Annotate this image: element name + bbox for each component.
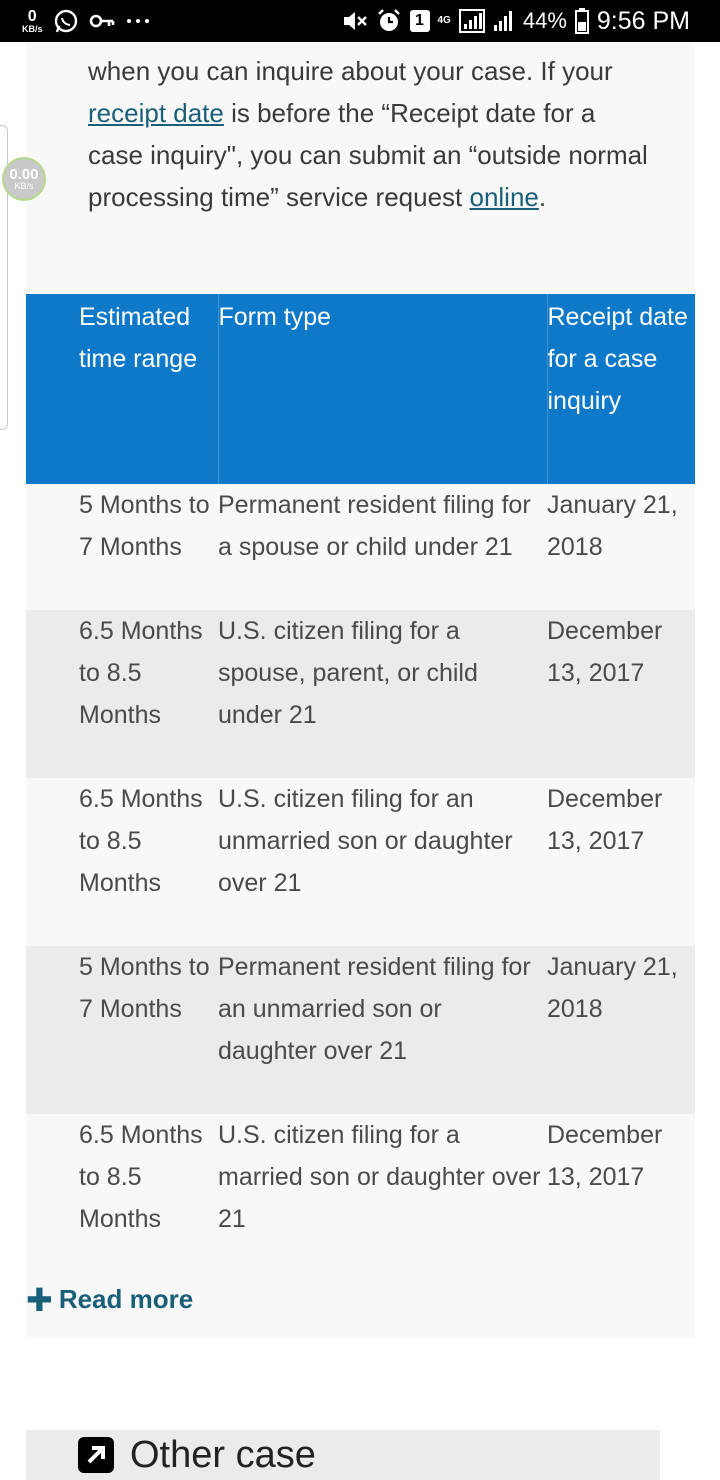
online-link[interactable]: online	[469, 182, 539, 212]
cell-time-range: 6.5 Months to 8.5 Months	[79, 617, 203, 729]
speed-meter-widget[interactable]	[2, 157, 46, 201]
header-estimated-time: Estimated time range	[26, 294, 218, 484]
other-case-label: Other case	[130, 1433, 316, 1476]
page-content	[26, 42, 695, 1337]
notification-count-badge: 1	[410, 10, 430, 32]
more-notifications-icon	[125, 16, 151, 26]
speed-meter-unit: KB/s	[14, 181, 34, 191]
intro-paragraph	[26, 42, 695, 294]
battery-icon	[575, 8, 589, 34]
cell-receipt-date: January 21, 2018	[547, 953, 678, 1023]
cell-receipt-date: December 13, 2017	[547, 785, 663, 855]
intro-text-2: is before the “Receipt date for a case inquiry", you can submit an “outside normal processing time” service request	[88, 98, 648, 212]
cell-form-type: Permanent resident filing for a spouse or child under 21	[218, 491, 531, 561]
status-left	[22, 4, 151, 38]
alarm-icon	[376, 8, 402, 34]
speed-meter-value: 0.00	[9, 166, 39, 183]
cell-time-range: 6.5 Months to 8.5 Months	[79, 785, 203, 897]
header-receipt-date: Receipt date for a case inquiry	[547, 303, 688, 415]
net-speed-value: 0	[27, 7, 37, 25]
cell-receipt-date: January 21, 2018	[547, 491, 678, 561]
receipt-date-link[interactable]: receipt date	[88, 98, 224, 128]
net-speed-indicator	[22, 9, 43, 34]
cell-receipt-date: December 13, 2017	[547, 1121, 663, 1191]
cell-form-type: U.S. citizen filing for a spouse, parent, or child under 21	[218, 617, 478, 729]
table-row	[26, 484, 695, 610]
clock: 9:56 PM	[596, 6, 690, 35]
cell-time-range: 6.5 Months to 8.5 Months	[79, 1121, 203, 1233]
status-bar	[0, 0, 720, 42]
mute-icon	[342, 9, 368, 33]
intro-text-1: when you can inquire about your case. If your	[88, 56, 613, 86]
cell-form-type: U.S. citizen filing for a married son or daughter over 21	[218, 1121, 541, 1233]
table-body	[26, 484, 695, 1282]
table-row	[26, 610, 695, 778]
table-header-row	[26, 294, 695, 484]
plus-icon: ✚	[26, 1281, 53, 1318]
cell-form-type: U.S. citizen filing for an unmarried son or daughter over 21	[218, 785, 513, 897]
read-more-row	[26, 1282, 695, 1337]
cell-time-range: 5 Months to 7 Months	[79, 953, 210, 1023]
status-right	[342, 0, 691, 42]
battery-percent: 44%	[522, 8, 567, 33]
header-form-type: Form type	[218, 294, 547, 484]
intro-text-3: .	[538, 182, 547, 212]
read-more-button[interactable]	[26, 1281, 194, 1318]
network-type-label: 4G	[437, 15, 451, 26]
table-row	[26, 946, 695, 1114]
key-icon	[89, 12, 115, 30]
signal-icon-1	[459, 9, 485, 33]
table-row	[26, 1114, 695, 1282]
cell-form-type: Permanent resident filing for an unmarried son or daughter over 21	[218, 953, 531, 1065]
cell-time-range: 5 Months to 7 Months	[79, 491, 210, 561]
processing-time-table	[26, 294, 695, 1282]
signal-icon-2	[493, 9, 515, 33]
external-link-icon	[78, 1437, 114, 1473]
cell-receipt-date: December 13, 2017	[547, 617, 663, 687]
table-header	[26, 294, 695, 484]
whatsapp-icon	[53, 8, 79, 34]
table-row	[26, 778, 695, 946]
other-case-button[interactable]	[26, 1430, 660, 1480]
read-more-label: Read more	[58, 1284, 194, 1314]
net-speed-unit: KB/s	[22, 23, 43, 34]
